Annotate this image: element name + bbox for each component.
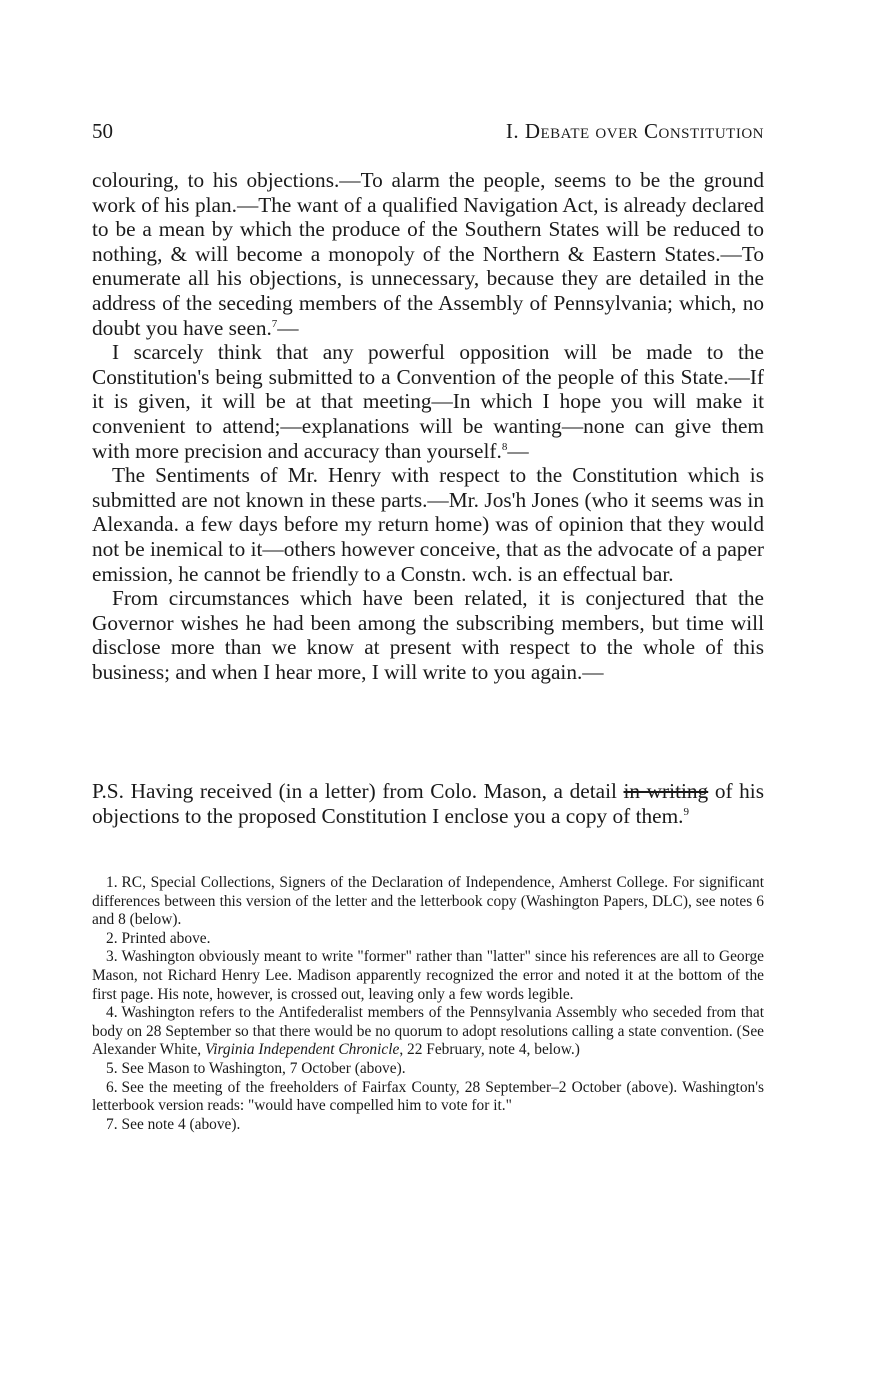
postscript [92, 779, 764, 828]
footnote: 5. See Mason to Washington, 7 October (above). [106, 1059, 406, 1077]
footnote-ref: 8 [501, 440, 508, 453]
page-number: 50 [92, 119, 113, 143]
page-header [92, 119, 764, 149]
footnote: 6. See the meeting of the freeholders of Fairfax County, 28 September–2 October (above). Washington's letterbook version reads: "would have compelled him to vote for it." [92, 1078, 764, 1115]
footnote: 7. See note 4 (above). [106, 1115, 241, 1133]
footnote-ref: 7 [271, 317, 278, 330]
paragraph-1: colouring, to his objections.—To alarm the people, seems to be the ground work of his plan.—The want of a qualified Navigation Act, is already declared to be a mean by which the produce of the Southern States will be reduced to nothing, & will become a monopoly of the Northern & Eastern States.—To enumerate all his objections, is unnecessary, because they are detailed in the address of the seceding members of the Assembly of Pennsylvania; which, no doubt you have seen.$^7$— [92, 168, 764, 340]
running-head: I. Debate over Constitution [505, 119, 764, 143]
footnote: 3. Washington obviously meant to write "former" rather than "latter" since his references are all to George Mason, not Richard Henry Lee. Madison apparently recognized the error and noted it at the bottom of the first page. His note, however, is crossed out, leaving only a few words legible. [92, 948, 764, 1003]
paragraph-4: From circumstances which have been related, it is conjectured that the Governor wishes he had been among the subscribing members, but time will disclose more than we know at present with respect to the whole of this business; and when I hear more, I will write to you again.— [92, 586, 764, 684]
paragraph-3: The Sentiments of Mr. Henry with respect to the Constitution which is submitted are not known in these parts.—Mr. Jos'h Jones (who it seems was in Alexanda. a few days before my return home) was of opinion that they would not be inemical to it—others however conceive, that as the advocate of a paper emission, he cannot be friendly to a Constn. wch. is an effectual bar. [92, 463, 764, 586]
struck-text: in writing [623, 779, 709, 803]
footnote: 2. Printed above. [106, 929, 211, 947]
footnotes [92, 874, 764, 1134]
newspaper-title: Virginia Independent Chronicle [204, 1041, 400, 1059]
footnote-ref: 9 [683, 805, 689, 818]
postscript-paragraph: P.S. Having received (in a letter) from Colo. Mason, a detail in writing of his objections to the proposed Constitution I enclose you a copy of them.$^9$ [92, 779, 765, 828]
letter-body [92, 168, 764, 684]
paragraph-2: I scarcely think that any powerful opposition will be made to the Constitution's being submitted to a Convention of the people of this State.—If it is given, it will be at that meeting—In which I hope you will make it convenient to attend;—explanations will be wanting—none can give them with more precision and accuracy than yourself.$^8$— [92, 340, 764, 463]
footnote: 4. Washington refers to the Antifederalist members of the Pennsylvania Assembly who seceded from that body on 28 September so that there would be no quorum to adopt resolutions calling a state convention. (See Alexander White, Virginia Independent Chronicle, 22 February, note 4, below.) [92, 1004, 764, 1059]
footnote: 1. RC, Special Collections, Signers of the Declaration of Independence, Amherst College. For significant differences between this version of the letter and the letterbook copy (Washington Papers, DLC), see notes 6 and 8 (below). [92, 874, 764, 929]
